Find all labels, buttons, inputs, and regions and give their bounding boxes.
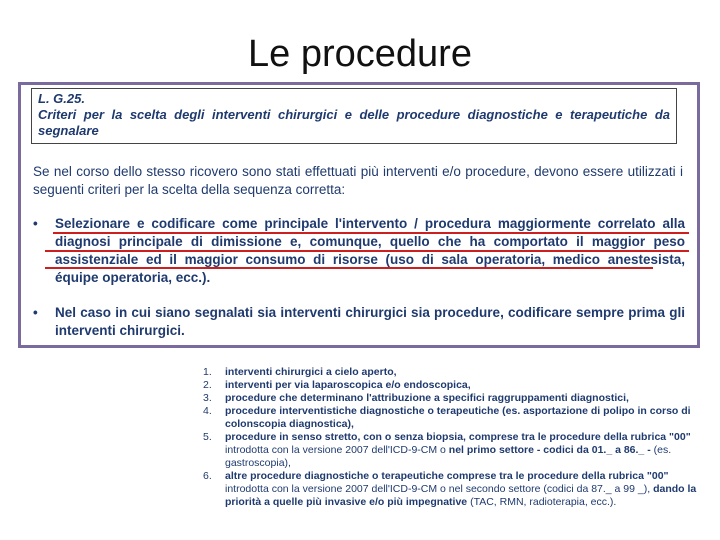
list-item-text: dando la priorità a quelle più invasive e/o più impegnative [225,483,697,508]
list-item-text: procedure che determinano l'attribuzione a specifici raggruppamenti diagnostici, [225,392,629,404]
list-item-number: 5. [203,431,212,443]
list-item-number: 6. [203,470,212,482]
list-item-number: 2. [203,379,212,391]
bullet-marker: • [33,216,38,231]
bullet-text: Nel caso in cui siano segnalati sia interventi chirurgici sia procedure, codificare sempre prima gli interventi chirurgici. [55,305,685,338]
highlight-underline [45,250,689,252]
list-item-text: altre procedure diagnostiche o terapeutiche comprese tra le procedure della rubrica "00" [225,470,669,482]
list-item-number: 1. [203,366,212,378]
list-item-number: 4. [203,405,212,417]
law-reference: L. G.25. [38,91,85,106]
law-reference-box [31,88,677,144]
list-item-text: interventi per via laparoscopica e/o endoscopica, [225,379,471,391]
list-item-number: 3. [203,392,212,404]
list-item [203,431,701,470]
page-title: Le procedure [248,33,472,75]
list-item [203,392,701,405]
bullet-marker: • [33,305,38,320]
list-item-text: introdotta con la versione 2007 dell'ICD-9-CM o [225,444,449,456]
list-item-text: (es. gastroscopia), [225,444,672,469]
list-item [203,379,701,392]
list-item [203,405,701,431]
list-item-text: nel primo settore - codici da 01._ a 86._ - [448,444,651,456]
law-heading: Criteri per la scelta degli interventi chirurgici e delle procedure diagnostiche e terapeutiche da segnalare [38,107,670,138]
highlight-underline [45,267,653,269]
guideline-panel [18,82,700,348]
list-item-text: introdotta con la versione 2007 dell'ICD-9-CM o nel secondo settore (codici da 87._ a 99 _), [225,483,654,495]
list-item [203,366,701,379]
list-item-text: procedure interventistiche diagnostiche o terapeutiche (es. asportazione di polipo in corso di colonscopia diagnostica), [225,405,691,430]
intro-paragraph: Se nel corso dello stesso ricovero sono stati effettuati più interventi e/o procedure, devono essere utilizzati i seguenti criteri per la scelta della sequenza corretta: [33,164,683,197]
procedure-priority-list [203,366,701,509]
highlight-underline [53,232,689,234]
list-item [203,470,701,509]
bullet-text: Selezionare e codificare come principale l'intervento / procedura maggiormente correlato alla diagnosi principale di dimissione e, comunque, quello che ha comportato il maggior peso assistenziale ed il maggior consumo di risorse (uso di sala operatoria, medico anestesista, équipe operatoria, ecc.). [55,216,685,285]
list-item-text: (TAC, RMN, radioterapia, ecc.). [467,496,617,508]
list-item-text: interventi chirurgici a cielo aperto, [225,366,397,378]
list-item-text: procedure in senso stretto, con o senza biopsia, comprese tra le procedure della rubrica "00" [225,431,691,443]
